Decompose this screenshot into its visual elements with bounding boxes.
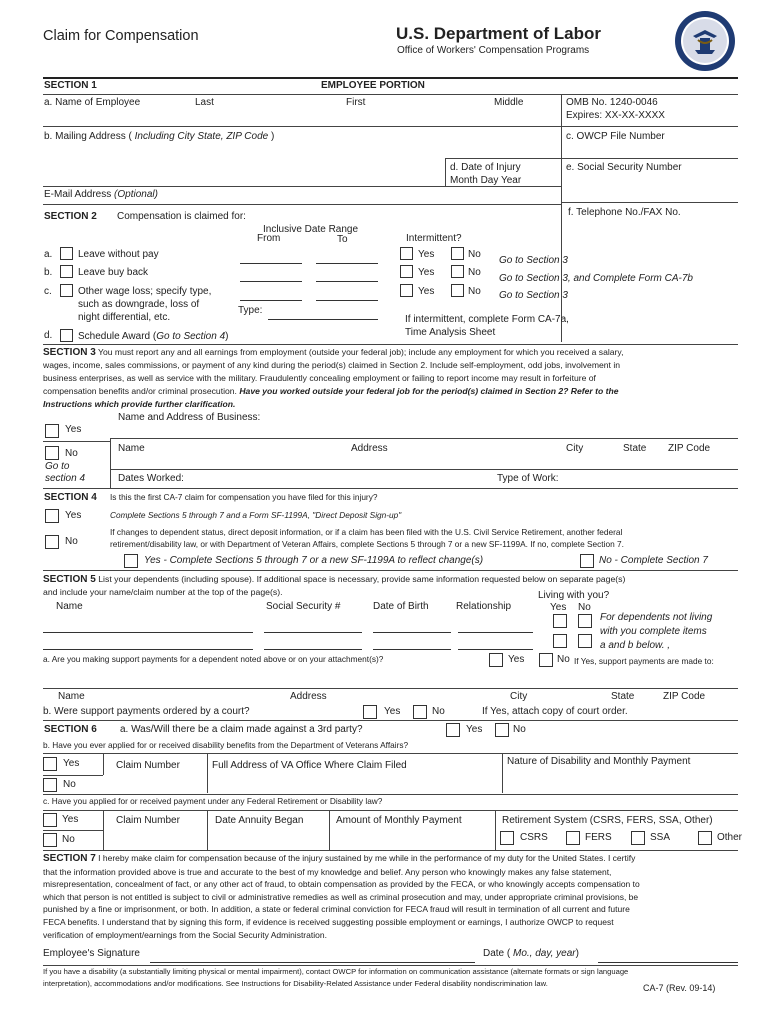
owcp-file-number-field[interactable]: [563, 144, 738, 158]
last-name-label: Last: [195, 97, 214, 108]
owl-intermittent-no-checkbox[interactable]: [451, 284, 464, 297]
compensation-claimed-label: Compensation is claimed for:: [117, 211, 246, 222]
owl-to-field[interactable]: [316, 300, 378, 301]
support-no-checkbox[interactable]: [539, 653, 553, 667]
section4-label-link: section 4: [45, 473, 86, 484]
no-label: No: [63, 779, 76, 790]
omb-expiry: Expires: XX-XX-XXXX: [566, 110, 665, 121]
yes-label: Yes: [65, 424, 82, 435]
dep1-living-yes-checkbox[interactable]: [553, 614, 567, 628]
first-claim-no-instruction1: If changes to dependent status, direct deposit information, or if a claim has been filed with the U.S. Civil Service Retirement, another federal: [110, 527, 623, 537]
annuity-date-label: Date Annuity Began: [215, 815, 304, 826]
court-order-question: b. Were support payments ordered by a court?: [43, 706, 250, 717]
owl-from-field[interactable]: [240, 300, 302, 301]
telephone-label: f. Telephone No./FAX No.: [568, 207, 681, 218]
retirement-yes-checkbox[interactable]: [43, 813, 57, 827]
ssn-label: e. Social Security Number: [566, 162, 682, 173]
date-mdy-label: Month Day Year: [450, 175, 522, 186]
business-name-address-label: Name and Address of Business:: [118, 412, 261, 423]
dep-dob-col: Date of Birth: [373, 601, 429, 612]
date-range-label: Inclusive Date Range: [263, 224, 359, 235]
department-name: U.S. Department of Labor: [396, 24, 601, 43]
yes-label: Yes: [62, 814, 79, 825]
lbb-intermittent-yes-checkbox[interactable]: [400, 265, 413, 278]
dep2-dob-field[interactable]: [373, 649, 451, 650]
recipient-name-col: Name: [58, 691, 85, 702]
first-claim-yes-instruction: Complete Sections 5 through 7 and a Form SF-1199A, "Direct Deposit Sign-up": [110, 510, 402, 520]
csrs-checkbox[interactable]: [500, 831, 514, 845]
yes-label: Yes: [63, 758, 80, 769]
leave-buy-back-checkbox[interactable]: [60, 265, 73, 278]
business-zip-col: ZIP Code: [668, 443, 711, 454]
email-label: E-Mail Address (Optional): [44, 189, 158, 200]
dep-relationship-col: Relationship: [456, 601, 512, 612]
not-living-note2: with you complete items: [600, 626, 707, 637]
type-label: Type:: [238, 305, 263, 316]
va-benefits-question: b. Have you ever applied for or received disability benefits from the Department of Veterans Affairs?: [43, 740, 409, 750]
schedule-award-checkbox[interactable]: [60, 329, 73, 342]
signature-label: Employee's Signature: [43, 948, 140, 959]
outside-work-no-checkbox[interactable]: [45, 446, 59, 460]
section5-instructions2: and include your name/claim number at the top of the page(s).: [43, 587, 283, 597]
business-name-address-field[interactable]: [112, 455, 738, 469]
intermittent-label: Intermittent?: [406, 233, 462, 244]
change-no-label: No - Complete Section 7: [599, 555, 708, 566]
owl-intermittent-yes-checkbox[interactable]: [400, 284, 413, 297]
schedule-award-label: Schedule Award (Go to Section 4): [78, 331, 229, 342]
intermittent-note2: Time Analysis Sheet: [405, 327, 496, 338]
yes-label: Yes: [384, 706, 401, 717]
dep2-ssn-field[interactable]: [264, 649, 362, 650]
living-no-header: No: [578, 602, 591, 613]
other-wage-loss-checkbox[interactable]: [60, 284, 73, 297]
item-b-letter: b.: [44, 267, 53, 278]
dep2-living-yes-checkbox[interactable]: [553, 634, 567, 648]
support-payments-question: a. Are you making support payments for a dependent noted above or on your attachment(s)?: [43, 654, 384, 664]
lbb-from-field[interactable]: [240, 281, 302, 282]
office-name: Office of Workers' Compensation Programs: [397, 45, 590, 56]
ssa-checkbox[interactable]: [631, 831, 645, 845]
retirement-claim-number-label: Claim Number: [116, 815, 180, 826]
other-wage-loss-label3: night differential, etc.: [78, 312, 171, 323]
yes-label: Yes: [65, 510, 82, 521]
no-label: No: [468, 267, 481, 278]
no-label: No: [65, 448, 78, 459]
va-claim-number-label: Claim Number: [116, 760, 180, 771]
no-label: No: [65, 536, 78, 547]
retirement-system-label: Retirement System (CSRS, FERS, SSA, Other): [502, 815, 713, 826]
date-of-injury-label: d. Date of Injury: [450, 162, 521, 173]
dep-ssn-col: Social Security #: [266, 601, 341, 612]
employee-name-label: a. Name of Employee: [44, 97, 141, 108]
other-system-checkbox[interactable]: [698, 831, 712, 845]
type-of-work-label: Type of Work:: [497, 473, 559, 484]
csrs-label: CSRS: [520, 832, 548, 843]
disability-note2: interpretation), accommodations and/or modifications. See Instructions for Disability-Related Assistance under Federal disability nondiscrimination law.: [43, 979, 548, 988]
court-order-yes-checkbox[interactable]: [363, 705, 377, 719]
outside-work-yes-checkbox[interactable]: [45, 424, 59, 438]
change-no-checkbox[interactable]: [580, 554, 594, 568]
no-label: No: [62, 834, 75, 845]
item-c-letter: c.: [44, 286, 52, 297]
yes-label: Yes: [466, 724, 483, 735]
yes-label: Yes: [418, 267, 435, 278]
dol-seal-icon: [674, 10, 736, 72]
middle-name-label: Middle: [494, 97, 524, 108]
dep1-dob-field[interactable]: [373, 632, 451, 633]
no-label: No: [557, 654, 570, 665]
disability-note1: If you have a disability (a substantially limiting physical or mental impairment), contact OWCP for information on communication assistance (alternate formats or sign language: [43, 967, 629, 976]
signature-field[interactable]: [150, 962, 475, 963]
section6-label: SECTION 6: [44, 724, 97, 735]
section2-label: SECTION 2: [44, 211, 97, 222]
first-claim-yes-checkbox[interactable]: [45, 509, 59, 523]
va-no-checkbox[interactable]: [43, 778, 57, 792]
form-title: Claim for Compensation: [43, 28, 199, 44]
recipient-city-col: City: [510, 691, 528, 702]
no-label: No: [468, 249, 481, 260]
intermittent-note1: If intermittent, complete Form CA-7a,: [405, 314, 569, 325]
leave-without-pay-checkbox[interactable]: [60, 247, 73, 260]
employee-name-field[interactable]: [43, 110, 558, 126]
lbb-intermittent-no-checkbox[interactable]: [451, 265, 464, 278]
yes-label: Yes: [508, 654, 525, 665]
wage-loss-type-field[interactable]: [268, 319, 378, 320]
go-to-section3-ca7b: Go to Section 3, and Complete Form CA-7b: [499, 273, 693, 284]
dep-name-col: Name: [56, 601, 83, 612]
support-recipient-field[interactable]: [43, 670, 738, 686]
first-claim-no-instruction2: retirement/disability law, or with Department of Veteran Affairs, complete Sections 5 through 7 or a new SF-1199A. If no, complete Section 7.: [110, 539, 624, 549]
go-to-label: Go to: [45, 461, 70, 472]
court-order-note: If Yes, attach copy of court order.: [482, 706, 628, 717]
business-name-col: Name: [118, 443, 145, 454]
dep1-living-no-checkbox[interactable]: [578, 614, 592, 628]
third-party-question: a. Was/Will there be a claim made against a 3rd party?: [120, 724, 363, 735]
support-made-to-label: If Yes, support payments are made to:: [574, 656, 714, 666]
lwop-from-field[interactable]: [240, 263, 302, 264]
third-party-yes-checkbox[interactable]: [446, 723, 460, 737]
email-field[interactable]: [190, 188, 558, 203]
court-order-no-checkbox[interactable]: [413, 705, 427, 719]
retirement-no-checkbox[interactable]: [43, 833, 57, 847]
other-wage-loss-label1: Other wage loss; specify type,: [78, 286, 212, 297]
form-id: CA-7 (Rev. 09-14): [643, 983, 716, 993]
date-signed-field[interactable]: [598, 962, 738, 963]
recipient-address-col: Address: [290, 691, 327, 702]
not-living-note1: For dependents not living: [600, 612, 713, 623]
recipient-zip-col: ZIP Code: [663, 691, 706, 702]
dep2-relationship-field[interactable]: [458, 649, 533, 650]
monthly-payment-label: Amount of Monthly Payment: [336, 815, 462, 826]
from-label: From: [257, 233, 281, 244]
not-living-note3: a and b below. ,: [600, 640, 671, 651]
to-label: To: [337, 234, 348, 245]
retirement-question: c. Have you applied for or received payment under any Federal Retirement or Disability law?: [43, 796, 383, 806]
va-nature-disability-label: Nature of Disability and Monthly Payment: [507, 756, 691, 767]
section3-instructions: SECTION 3 You must report any and all earnings from employment (outside your federal job); include any employment for which you received a salary, wages, income, sales commissions, or payment of any kind during the period(s) claimed in Section 2. Include self-employment, odd jobs, involvement in business enterprises, as well as service with the military. Fraudulently concealing employment or failing to report income may result in forfeiture of compensation benefits and/or criminal prosecution. Have you worked outside your federal job for the period(s) claimed in Section 2? Refer to the Instructions which provide further clarification.: [43, 347, 624, 409]
dep2-living-no-checkbox[interactable]: [578, 634, 592, 648]
third-party-no-checkbox[interactable]: [495, 723, 509, 737]
item-a-letter: a.: [44, 249, 53, 260]
go-to-section3-c: Go to Section 3: [499, 290, 568, 301]
business-city-col: City: [566, 443, 584, 454]
mailing-address-label: b. Mailing Address ( Including City State, ZIP Code ): [44, 131, 275, 142]
living-with-you-label: Living with you?: [538, 590, 610, 601]
item-d-letter: d.: [44, 330, 53, 341]
no-label: No: [513, 724, 526, 735]
lwop-to-field[interactable]: [316, 263, 378, 264]
dep1-relationship-field[interactable]: [458, 632, 533, 633]
ssa-label: SSA: [650, 832, 671, 843]
recipient-state-col: State: [611, 691, 635, 702]
no-label: No: [432, 706, 445, 717]
section4-label: SECTION 4: [44, 492, 97, 503]
dep1-ssn-field[interactable]: [264, 632, 362, 633]
first-claim-question: Is this the first CA-7 claim for compensation you have filed for this injury?: [110, 492, 378, 502]
owcp-file-number-label: c. OWCP File Number: [566, 131, 665, 142]
dep2-name-field[interactable]: [43, 649, 253, 650]
va-yes-checkbox[interactable]: [43, 757, 57, 771]
va-office-address-label: Full Address of VA Office Where Claim Filed: [212, 760, 407, 771]
business-state-col: State: [623, 443, 647, 454]
change-yes-label: Yes - Complete Sections 5 through 7 or a new SF-1199A to reflect change(s): [144, 555, 484, 566]
no-label: No: [468, 286, 481, 297]
section7-certification: SECTION 7 I hereby make claim for compensation because of the injury sustained by me while in the performance of my duty for the United States. I certify that the information provided above is true and accurate to the best of my knowledge and belief. Any person who knowingly makes any false statement, misrepresentation, concealment of fact, or any other act of fraud, to obtain compensation as provided by the FECA, or who knowingly accepts compensation to which that person is not entitled is subject to civil or administrative remedies as well as criminal prosecution and may, under appropriate criminal provisions, be punished by a fine or imprisonment, or both. In addition, a state or federal criminal conviction for FECA fraud will result in termination of all current and future FECA benefits. I understand that by signing this form, if evidence is received suggesting possible employment or earnings, I authorize OWCP to request verification of employment/earnings from the Social Security Administration.: [43, 853, 640, 940]
date-signed-label: Date ( Mo., day, year): [483, 948, 579, 959]
lwop-intermittent-no-checkbox[interactable]: [451, 247, 464, 260]
fers-label: FERS: [585, 832, 612, 843]
first-name-label: First: [346, 97, 366, 108]
business-address-col: Address: [351, 443, 388, 454]
dates-worked-label: Dates Worked:: [118, 473, 184, 484]
section1-label: SECTION 1: [44, 80, 97, 91]
change-yes-checkbox[interactable]: [124, 554, 138, 568]
yes-label: Yes: [418, 286, 435, 297]
other-system-label: Other: [717, 832, 743, 843]
support-yes-checkbox[interactable]: [489, 653, 503, 667]
other-wage-loss-label2: such as downgrade, loss of: [78, 299, 200, 310]
fers-checkbox[interactable]: [566, 831, 580, 845]
first-claim-no-checkbox[interactable]: [45, 535, 59, 549]
section5-instructions1: SECTION 5 List your dependents (including spouse). If additional space is necessary, provide same information requested below on separate page(s): [43, 574, 626, 585]
omb-number: OMB No. 1240-0046: [566, 97, 658, 108]
living-yes-header: Yes: [550, 602, 567, 613]
dep1-name-field[interactable]: [43, 632, 253, 633]
lwop-intermittent-yes-checkbox[interactable]: [400, 247, 413, 260]
lbb-to-field[interactable]: [316, 281, 378, 282]
employee-portion-label: EMPLOYEE PORTION: [321, 80, 425, 91]
leave-without-pay-label: Leave without pay: [78, 249, 159, 260]
yes-label: Yes: [418, 249, 435, 260]
go-to-section3-a: Go to Section 3: [499, 255, 568, 266]
leave-buy-back-label: Leave buy back: [78, 267, 149, 278]
